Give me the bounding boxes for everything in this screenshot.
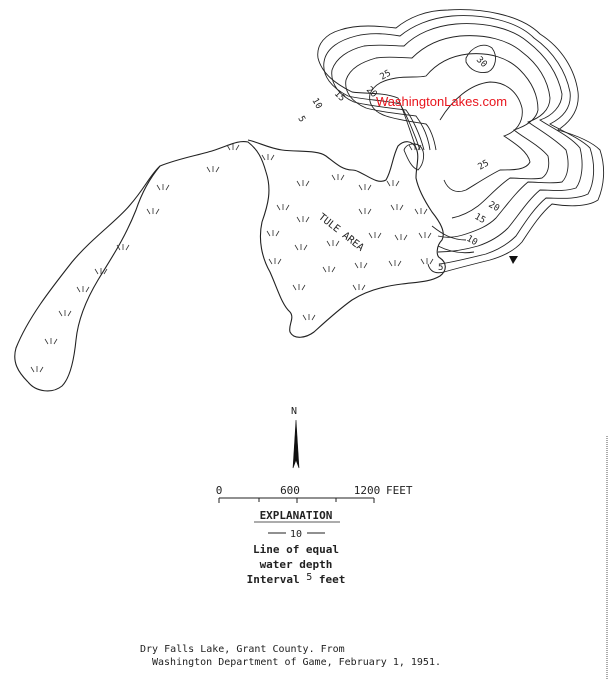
- legend-interval-prefix: Interval: [246, 573, 300, 586]
- scale-tick-0: 0: [215, 484, 223, 497]
- contour-label: 10: [464, 233, 479, 249]
- tule-marsh-symbols: [31, 144, 433, 372]
- north-arrow-icon: [293, 420, 299, 468]
- tule-area-label: TULE AREA: [316, 211, 366, 254]
- legend-interval-value: 5: [306, 572, 313, 583]
- contour-label: 30: [473, 55, 489, 70]
- contour-label: 25: [378, 68, 393, 83]
- tule-symbol: [359, 208, 371, 214]
- tule-symbol: [395, 234, 407, 240]
- tule-symbol: [269, 258, 281, 264]
- caption-line1: Dry Falls Lake, Grant County. From: [140, 644, 345, 655]
- tule-symbol: [389, 260, 401, 266]
- tule-symbol: [391, 204, 403, 210]
- contour-label: 20: [486, 199, 501, 215]
- shoreline-outline: [15, 140, 446, 382]
- scale-unit: FEET: [386, 484, 413, 497]
- access-point-marker: [509, 256, 518, 264]
- north-arrow-label: N: [290, 406, 298, 417]
- tule-symbol: [295, 244, 307, 250]
- legend-heading: EXPLANATION: [259, 509, 333, 522]
- legend-line3: [247, 570, 346, 586]
- tule-symbol: [303, 314, 315, 320]
- tule-symbol: [297, 216, 309, 222]
- tule-symbol: [327, 240, 339, 246]
- watermark-text: WashingtonLakes.com: [376, 94, 508, 109]
- depth-contours: [318, 10, 604, 273]
- contour-labels: [295, 55, 500, 273]
- tule-symbol: [157, 184, 169, 190]
- tule-symbol: [359, 184, 371, 190]
- legend-symbol-value: 10: [289, 529, 303, 540]
- legend-line2: water depth: [259, 558, 333, 571]
- tule-symbol: [147, 208, 159, 214]
- tule-symbol: [419, 232, 431, 238]
- tule-symbol: [332, 174, 344, 180]
- tule-symbol: [293, 284, 305, 290]
- tule-symbol: [59, 310, 71, 316]
- tule-symbol: [262, 154, 274, 160]
- contour-label: 15: [331, 89, 347, 104]
- scale-tick-600: 600: [280, 484, 300, 497]
- tule-symbol: [45, 338, 57, 344]
- contour-label: 25: [476, 158, 491, 173]
- contour-label: 10: [309, 96, 324, 111]
- tule-symbol: [297, 180, 309, 186]
- contour-label: 5: [438, 263, 444, 273]
- contour-label: 15: [472, 211, 487, 227]
- scale-tick-1200: 1200: [353, 484, 381, 497]
- tule-symbol: [277, 204, 289, 210]
- tule-symbol: [387, 180, 399, 186]
- tule-symbol: [323, 266, 335, 272]
- tule-symbol: [421, 258, 433, 264]
- contour-label: 20: [363, 85, 379, 100]
- tule-symbol: [207, 166, 219, 172]
- scale-bar: [219, 498, 374, 503]
- legend-interval-suffix: feet: [318, 573, 346, 586]
- tule-symbol: [353, 284, 365, 290]
- tule-symbol: [415, 208, 427, 214]
- tule-symbol: [355, 262, 367, 268]
- tule-symbol: [77, 286, 89, 292]
- legend-line1: Line of equal: [252, 543, 340, 556]
- west-arm-outline: [28, 166, 160, 391]
- caption-line2: Washington Department of Game, February 1, 1951.: [152, 657, 441, 668]
- tule-symbol: [369, 232, 381, 238]
- tule-symbol: [31, 366, 43, 372]
- contour-label: 5: [295, 114, 307, 125]
- tule-symbol: [267, 230, 279, 236]
